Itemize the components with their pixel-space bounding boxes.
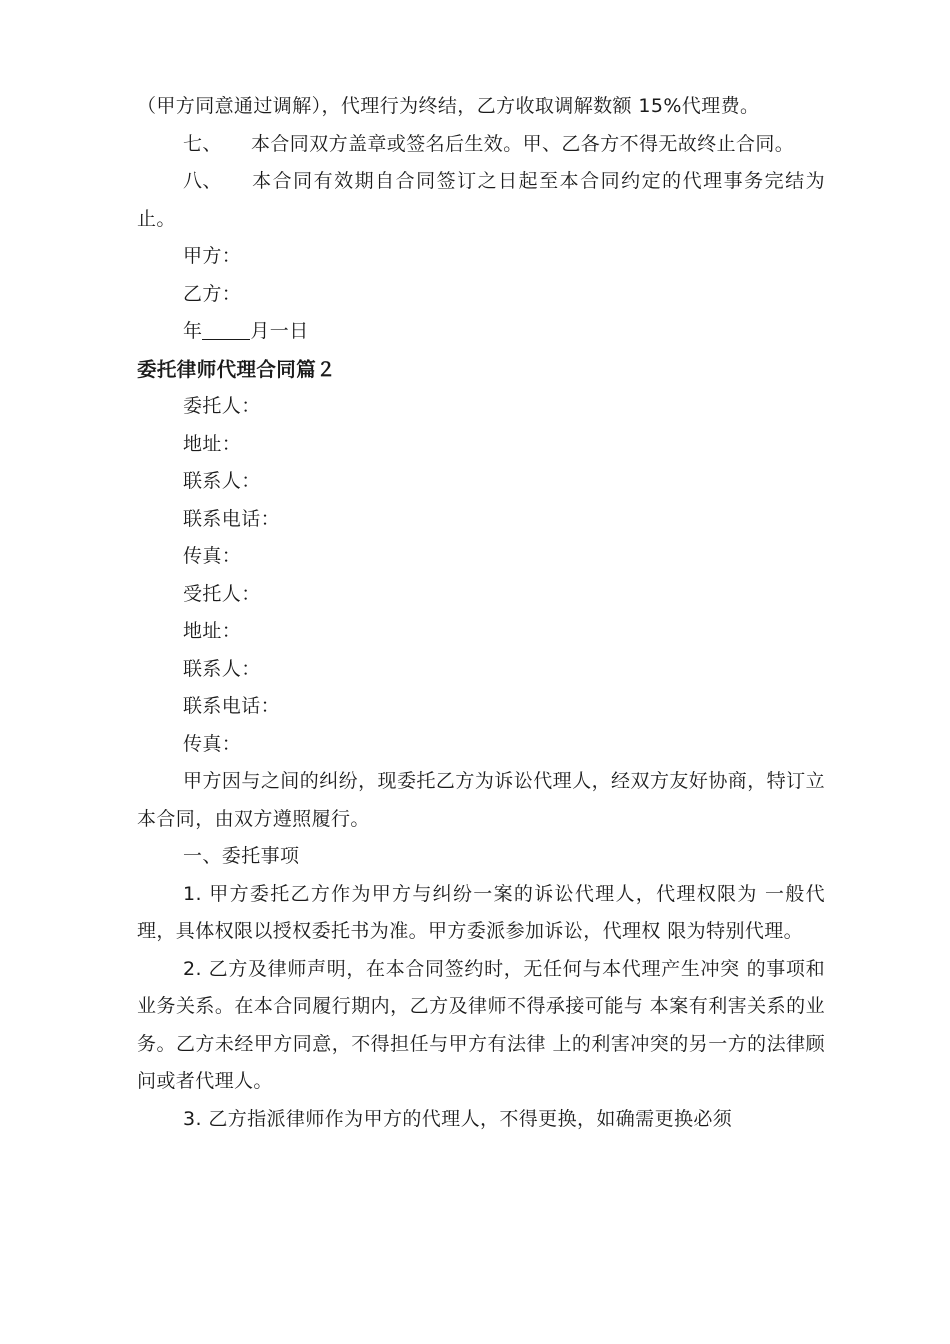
clause-2: 2. 乙方及律师声明，在本合同签约时，无任何与本代理产生冲突 的事项和业务关系。在本合同履行期内，乙方及律师不得承接可能与 本案有利害关系的业务。乙方未经甲方同意，不得担任与甲方有法律 上的利害冲突的另一方的法律顾问或者代理人。 [137,957,825,1092]
date-line [137,313,825,351]
clause-eight [137,163,825,238]
document-body [137,88,825,1138]
date-rest: 月一日 [250,320,309,342]
client-label: 委托人： [183,395,261,417]
agent-label: 受托人： [183,582,261,605]
agent-phone: 联系电话： [183,695,281,717]
clause-eight-label: 八、 [183,170,222,192]
party-b-line: 乙方： [183,282,242,305]
agent-contact: 联系人： [183,657,261,680]
intro-paragraph: （甲方同意通过调解），代理行为终结，乙方收取调解数额 15%代理费。 [137,95,760,117]
clause-seven [137,126,825,164]
clause-3: 3. 乙方指派律师作为甲方的代理人，不得更换，如确需更换必须 [183,1107,733,1130]
agent-address: 地址： [183,620,242,642]
clause-1: 1. 甲方委托乙方作为甲方与纠纷一案的诉讼代理人，代理权限为 一般代理，具体权限以授权委托书为准。甲方委派参加诉讼，代理权 限为特别代理。 [137,882,825,942]
section-heading: 委托律师代理合同篇２ [137,357,337,381]
client-fax: 传真： [183,545,242,567]
party-a-line: 甲方： [183,245,242,267]
client-contact: 联系人： [183,470,261,492]
clause-seven-text: 本合同双方盖章或签名后生效。甲、乙各方不得无故终止合同。 [251,132,795,155]
client-address: 地址： [183,432,242,455]
agent-fax: 传真： [183,732,242,755]
section-one-title: 一、委托事项 [183,845,300,867]
clause-eight-text: 本合同有效期自合同签订之日起至本合同约定的代理事务完结为止。 [137,170,825,230]
date-blank [202,317,250,340]
date-year: 年 [183,320,203,342]
preamble-paragraph: 甲方因与之间的纠纷，现委托乙方为诉讼代理人，经双方友好协商，特订立本合同，由双方遵照履行。 [137,770,825,830]
clause-seven-label: 七、 [183,132,222,155]
client-phone: 联系电话： [183,507,281,530]
